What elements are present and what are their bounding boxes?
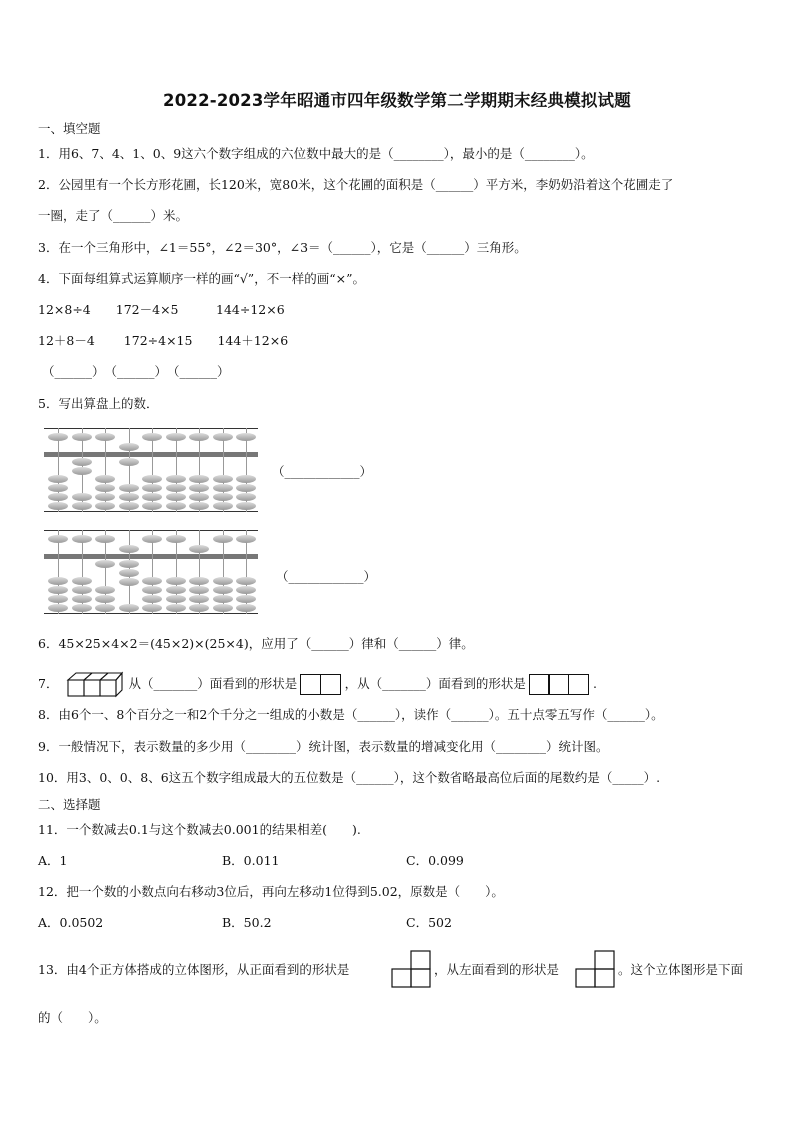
abacus-bead — [95, 560, 115, 568]
abacus-bead — [236, 493, 256, 501]
question-13-part2: ，从左面看到的形状是 — [434, 962, 560, 977]
abacus-bead — [142, 595, 162, 603]
abacus-bead — [119, 560, 139, 568]
abacus-bead — [166, 493, 186, 501]
abacus-bead — [166, 535, 186, 543]
abacus-bead — [236, 433, 256, 441]
question-11-option-c: C．0.099 — [406, 853, 464, 868]
abacus-bead — [189, 577, 209, 585]
abacus-bead — [119, 443, 139, 451]
abacus-bead — [189, 595, 209, 603]
question-4: 4．下面每组算式运算顺序一样的画“√”，不一样的画“×”。 — [38, 271, 365, 286]
question-10: 10．用3、0、0、8、6这五个数字组成最大的五位数是（______），这个数省略最高位后面的尾数约是（_____）. — [38, 770, 661, 785]
abacus-bead — [119, 493, 139, 501]
abacus-bead — [48, 475, 68, 483]
abacus-bead — [72, 586, 92, 594]
question-12-option-c: C．502 — [406, 915, 452, 930]
abacus-bead — [189, 586, 209, 594]
question-5: 5．写出算盘上的数． — [38, 396, 159, 411]
question-1: 1．用6、7、4、1、0、9这六个数字组成的六位数中最大的是（________），最小的是（________）。 — [38, 146, 594, 161]
abacus-bead — [95, 475, 115, 483]
abacus-bead — [189, 502, 209, 510]
abacus-bead — [189, 475, 209, 483]
abacus-bead — [236, 595, 256, 603]
abacus-bead — [72, 604, 92, 612]
section-multiple-choice: 二、选择题 — [38, 797, 101, 812]
question-11: 11．一个数减去0.1与这个数减去0.001的结果相差( ). — [38, 822, 361, 837]
question-7-part2: ，从（_______）面看到的形状是 — [344, 676, 526, 691]
abacus-bead — [72, 458, 92, 466]
abacus-bead — [48, 577, 68, 585]
abacus-1 — [44, 428, 258, 512]
abacus-bead — [72, 577, 92, 585]
abacus-bead — [142, 535, 162, 543]
question-7 — [38, 670, 597, 698]
cube-solid-figure — [66, 670, 124, 698]
abacus-bead — [72, 595, 92, 603]
abacus-bead — [48, 586, 68, 594]
abacus-bead — [166, 433, 186, 441]
abacus-bead — [189, 604, 209, 612]
abacus-bead — [236, 484, 256, 492]
question-6: 6．45×25×4×2＝(45×2)×(25×4)，应用了（______）律和（______）律。 — [38, 636, 474, 651]
abacus-bead — [95, 595, 115, 603]
abacus-bead — [142, 475, 162, 483]
abacus-bead — [48, 604, 68, 612]
abacus-bead — [72, 502, 92, 510]
abacus-bead — [166, 475, 186, 483]
abacus-bead — [72, 467, 92, 475]
abacus-bead — [48, 493, 68, 501]
abacus-1-answer: （____________） — [272, 464, 373, 479]
question-12: 12．把一个数的小数点向右移动3位后，再向左移动1位得到5.02，原数是（ ）。 — [38, 884, 504, 899]
abacus-bead — [213, 484, 233, 492]
abacus-bead — [166, 577, 186, 585]
abacus-bead — [189, 484, 209, 492]
abacus-bead — [213, 493, 233, 501]
question-7-number: 7． — [38, 676, 59, 691]
abacus-bead — [213, 604, 233, 612]
abacus-bead — [142, 493, 162, 501]
abacus-bead — [119, 569, 139, 577]
abacus-bead — [95, 604, 115, 612]
abacus-bead — [213, 577, 233, 585]
abacus-bead — [236, 535, 256, 543]
abacus-bead — [48, 484, 68, 492]
front-view-shape — [391, 950, 431, 988]
abacus-bead — [48, 433, 68, 441]
question-11-option-b: B．0.011 — [222, 853, 280, 868]
abacus-bead — [166, 484, 186, 492]
abacus-bead — [72, 535, 92, 543]
abacus-bead — [189, 493, 209, 501]
abacus-bead — [95, 502, 115, 510]
abacus-bead — [236, 502, 256, 510]
abacus-bead — [189, 433, 209, 441]
abacus-bead — [213, 475, 233, 483]
question-4-row1: 12×8÷4 172－4×5 144÷12×6 — [38, 302, 285, 317]
left-view-shape — [575, 950, 615, 988]
abacus-bead — [142, 433, 162, 441]
abacus-bead — [236, 604, 256, 612]
abacus-bead — [142, 484, 162, 492]
abacus-bead — [236, 475, 256, 483]
question-13-part3: 。这个立体图形是下面 — [618, 962, 744, 977]
abacus-bead — [72, 433, 92, 441]
abacus-bead — [142, 604, 162, 612]
view-shape-2-squares — [301, 674, 340, 695]
question-2-line2: 一圈，走了（______）米。 — [38, 208, 189, 223]
abacus-bead — [142, 502, 162, 510]
question-4-answers: （______） （______） （______） — [42, 364, 230, 379]
abacus-bead — [213, 502, 233, 510]
abacus-bead — [213, 595, 233, 603]
abacus-bead — [72, 493, 92, 501]
abacus-bead — [48, 595, 68, 603]
abacus-bead — [142, 577, 162, 585]
abacus-bead — [119, 545, 139, 553]
abacus-bead — [95, 484, 115, 492]
question-7-part3: . — [593, 676, 597, 691]
question-13-part4: 的（ ）。 — [38, 1010, 107, 1025]
abacus-bead — [48, 535, 68, 543]
question-13-part1: 13．由4个正方体搭成的立体图形，从正面看到的形状是 — [38, 962, 350, 977]
abacus-bead — [236, 586, 256, 594]
abacus-bead — [213, 535, 233, 543]
question-9: 9．一般情况下，表示数量的多少用（________）统计图，表示数量的增减变化用（________）统计图。 — [38, 739, 609, 754]
abacus-bead — [213, 433, 233, 441]
question-2-line1: 2．公园里有一个长方形花圃，长120米，宽80米，这个花圃的面积是（______）平方米，李奶奶沿着这个花圃走了 — [38, 177, 674, 192]
abacus-bead — [119, 578, 139, 586]
abacus-bead — [95, 433, 115, 441]
abacus-bead — [48, 502, 68, 510]
abacus-bead — [119, 484, 139, 492]
abacus-bead — [119, 502, 139, 510]
abacus-2-answer: （____________） — [276, 569, 377, 584]
question-3: 3．在一个三角形中，∠1＝55°，∠2＝30°，∠3＝（______），它是（______）三角形。 — [38, 240, 527, 255]
question-8: 8．由6个一、8个百分之一和2个千分之一组成的小数是（______），读作（______）。五十点零五写作（______）。 — [38, 707, 664, 722]
abacus-bead — [213, 586, 233, 594]
abacus-bead — [119, 604, 139, 612]
page-title: 2022-2023学年昭通市四年级数学第二学期期末经典模拟试题 — [163, 91, 631, 110]
abacus-bead — [189, 545, 209, 553]
view-shape-3-squares — [530, 674, 589, 695]
abacus-bead — [119, 458, 139, 466]
abacus-bead — [166, 604, 186, 612]
abacus-bead — [142, 586, 162, 594]
section-fill-blank: 一、填空题 — [38, 121, 101, 136]
abacus-bead — [166, 586, 186, 594]
abacus-2 — [44, 530, 258, 614]
abacus-bead — [95, 535, 115, 543]
abacus-bead — [166, 502, 186, 510]
abacus-bead — [166, 595, 186, 603]
question-4-row2: 12＋8－4 172÷4×15 144＋12×6 — [38, 333, 289, 348]
abacus-bead — [236, 577, 256, 585]
question-12-option-b: B．50.2 — [222, 915, 272, 930]
abacus-bead — [95, 586, 115, 594]
abacus-bead — [95, 493, 115, 501]
question-7-part1: 从（_______）面看到的形状是 — [128, 676, 298, 691]
question-11-option-a: A．1 — [38, 853, 68, 868]
question-12-option-a: A．0.0502 — [38, 915, 104, 930]
